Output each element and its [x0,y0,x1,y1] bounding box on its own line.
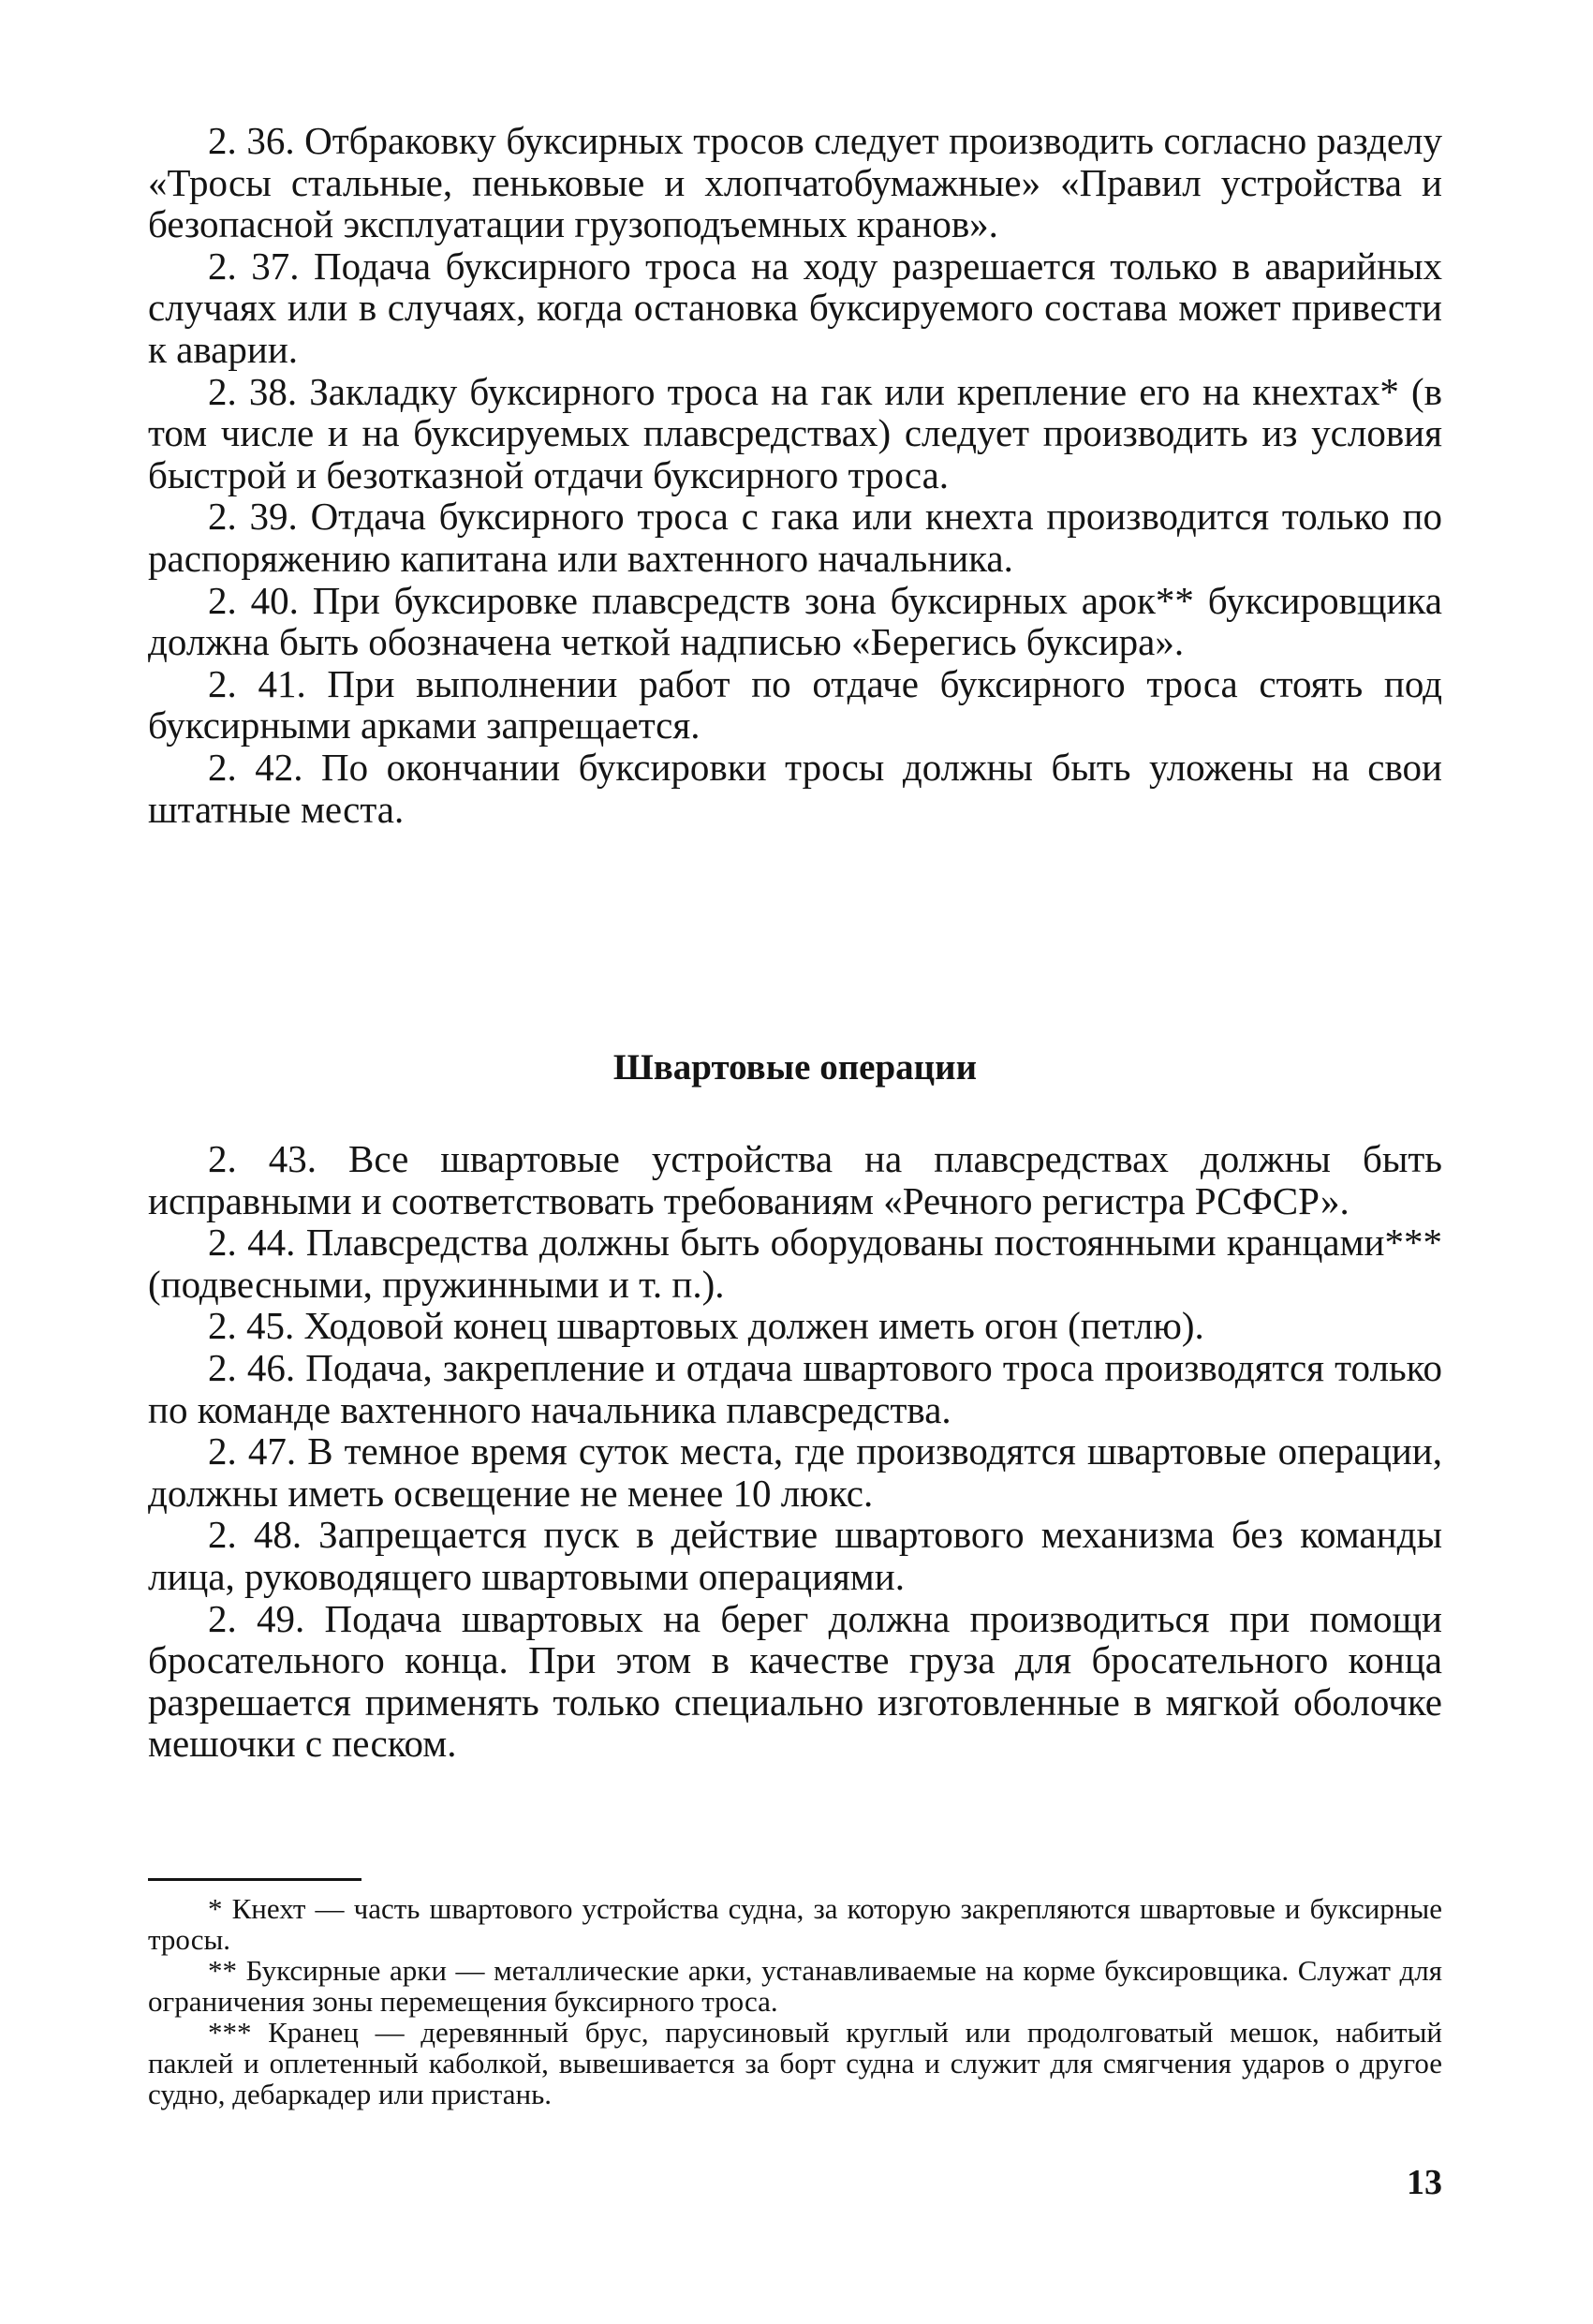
paragraph-2-46: 2. 46. Подача, закрепление и отдача швартового троса производятся только по команде вахтенного начальника плавсредства. [148,1345,1442,1431]
paragraph-2-41: 2. 41. При выполнении работ по отдаче буксирного троса стоять под буксирными арками запрещается. [148,661,1442,748]
section-heading: Швартовые операции [612,1047,978,1088]
footnote-divider [148,1878,361,1881]
paragraph-2-42: 2. 42. По окончании буксировки тросы должны быть уложены на свои штатные места. [148,745,1442,831]
page-number: 13 [1407,2163,1442,2202]
paragraph-2-49: 2. 49. Подача швартовых на берег должна производиться при помощи бросательного конца. При этом в качестве груза для бросательного конца разрешается применять только специально изготовленные в мягкой оболочке мешочки с песком. [148,1596,1442,1766]
footnote-towing-arches: ** Буксирные арки — металлические арки, устанавливаемые на корме буксировщика. Служат для ограничения зоны перемещения буксирного троса. [148,1954,1442,2018]
paragraph-2-38: 2. 38. Закладку буксирного троса на гак или крепление его на кнехтах* (в том числе и на буксируемых плавсредствах) следует производить из условия быстрой и безотказной отдачи буксирного троса. [148,369,1442,496]
paragraph-2-40: 2. 40. При буксировке плавсредств зона буксирных арок** буксировщика должна быть обозначена четкой надписью «Берегись буксира». [148,578,1442,664]
paragraph-2-36: 2. 36. Отбраковку буксирных тросов следует производить согласно разделу «Тросы стальные, пеньковые и хлопчатобумажные» «Правил устройства и безопасной эксплуатации грузоподъемных кранов». [148,119,1442,246]
paragraph-2-45: 2. 45. Ходовой конец швартовых должен иметь огон (петлю). [208,1304,1204,1348]
footnote-knekht: * Кнехт — часть швартового устройства судна, за которую закрепляются швартовые и буксирные тросы. [148,1892,1442,1956]
paragraph-2-47: 2. 47. В темное время суток места, где производятся швартовые операции, должны иметь освещение не менее 10 люкс. [148,1429,1442,1515]
footnote-fender: *** Кранец — деревянный брус, парусиновый круглый или продолговатый мешок, набитый паклей и оплетенный каболкой, вывешивается за борт судна и служит для смягчения ударов о другое судно, дебаркадер или пристань. [148,2016,1442,2110]
footnotes [148,1893,1442,2109]
paragraph-2-39: 2. 39. Отдача буксирного троса с гака или кнехта производится только по распоряжению капитана или вахтенного начальника. [148,495,1442,580]
section-towing-text [148,120,1442,830]
paragraph-2-37: 2. 37. Подача буксирного троса на ходу разрешается только в аварийных случаях или в случаях, когда остановка буксируемого состава может привести к аварии. [148,244,1442,371]
paragraph-2-48: 2. 48. Запрещается пуск в действие швартового механизма без команды лица, руководящего швартовыми операциями. [148,1513,1442,1598]
section-mooring-text [148,1138,1442,1765]
paragraph-2-44: 2. 44. Плавсредства должны быть оборудованы постоянными кранцами*** (подвесными, пружинными и т. п.). [148,1221,1442,1306]
paragraph-2-43: 2. 43. Все швартовые устройства на плавсредствах должны быть исправными и соответствовать требованиям «Речного регистра РСФСР». [148,1137,1442,1222]
